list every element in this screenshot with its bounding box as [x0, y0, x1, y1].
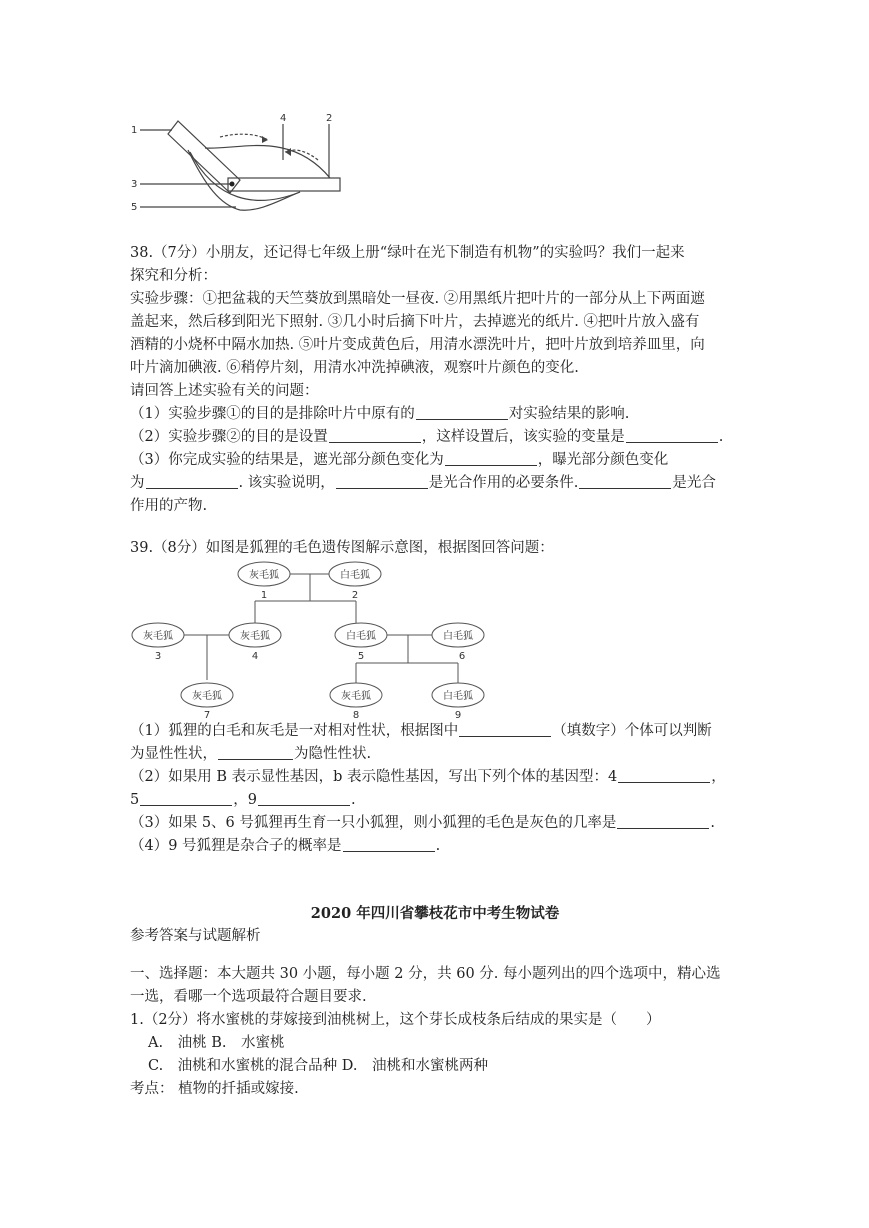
q38-part-3b: 为 . 该实验说明， 是光合作用的必要条件. 是光合 — [130, 475, 716, 491]
node-label-3: 3 — [154, 651, 162, 662]
node-1: 灰毛狐 — [249, 570, 279, 581]
node-label-5: 5 — [357, 651, 365, 662]
answer-blank[interactable] — [329, 428, 421, 443]
q39-part-1: （1）狐狸的白毛和灰毛是一对相对性状，根据图中 （填数字）个体可以判断 — [130, 723, 712, 739]
q38-part-3: （3）你完成实验的结果是，遮光部分颜色变化为 ，曝光部分颜色变化 — [130, 452, 669, 468]
node-7: 灰毛狐 — [192, 691, 222, 702]
answer-blank[interactable] — [258, 791, 350, 806]
answer-blank[interactable] — [336, 474, 428, 489]
q39-title: 39.（8分）如图是狐狸的毛色遗传图解示意图，根据图回答问题： — [130, 540, 554, 556]
section-1-desc: 一、选择题：本大题共 30 小题，每小题 2 分，共 60 分. 每小题列出的四个选项中，精心选 — [130, 966, 721, 982]
node-3: 灰毛狐 — [143, 631, 173, 642]
fig-label-4: 4 — [280, 113, 287, 124]
answer-heading: 2020 年四川省攀枝花市中考生物试卷 — [310, 905, 560, 922]
fig-label-3: 3 — [131, 179, 138, 190]
q39-part-2: （2）如果用 B 表示显性基因，b 表示隐性基因，写出下列个体的基因型：4 ， — [130, 769, 726, 785]
answer-blank[interactable] — [140, 791, 232, 806]
option-a-b: A. 油桃 B. 水蜜桃 — [148, 1035, 285, 1051]
answer-blank[interactable] — [218, 745, 293, 760]
node-label-2: 2 — [351, 590, 359, 601]
q38-steps-2: 盖起来，然后移到阳光下照射. ③几小时后摘下叶片，去掉遮光的纸片. ④把叶片放入盛有 — [130, 314, 700, 330]
node-label-9: 9 — [454, 710, 462, 718]
answer-blank[interactable] — [445, 451, 537, 466]
fig-label-1: 1 — [131, 125, 138, 136]
fig-label-5: 5 — [131, 202, 138, 213]
question-38 — [130, 242, 740, 518]
node-label-4: 4 — [251, 651, 259, 662]
node-5: 白毛狐 — [346, 631, 376, 642]
question-39 — [130, 537, 740, 560]
node-label-6: 6 — [458, 651, 466, 662]
question-39-parts — [130, 720, 740, 858]
answer-blank[interactable] — [617, 814, 709, 829]
q38-steps-3: 酒精的小烧杯中隔水加热. ⑤叶片变成黄色后，用清水漂洗叶片，把叶片放到培养皿里，向 — [130, 337, 705, 353]
node-2: 白毛狐 — [340, 570, 370, 581]
answer-section — [130, 902, 740, 1101]
question-1: 1.（2分）将水蜜桃的芽嫁接到油桃树上，这个芽长成枝条后结成的果实是（ ） — [130, 1012, 661, 1028]
q39-part-2b: 5 ，9 . — [130, 792, 356, 808]
node-6: 白毛狐 — [443, 631, 473, 642]
q38-title2: 探究和分析： — [130, 268, 217, 284]
fig-label-2: 2 — [326, 113, 333, 124]
node-9: 白毛狐 — [443, 691, 473, 702]
answer-blank[interactable] — [618, 768, 710, 783]
q39-part-3: （3）如果 5、6 号狐狸再生育一只小狐狸，则小狐狸的毛色是灰色的几率是 . — [130, 815, 716, 831]
answer-blank[interactable] — [459, 722, 551, 737]
leaf-experiment-figure — [0, 0, 869, 230]
option-c-d: C. 油桃和水蜜桃的混合品种 D. 油桃和水蜜桃两种 — [148, 1058, 489, 1074]
q38-part-2: （2）实验步骤②的目的是设置 ，这样设置后，该实验的变量是 . — [130, 429, 724, 445]
q39-part-1b: 为显性性状， 为隐性性状. — [130, 746, 372, 762]
q38-steps-1: 实验步骤：①把盆栽的天竺葵放到黑暗处一昼夜. ②用黑纸片把叶片的一部分从上下两面遮 — [130, 291, 705, 307]
node-4: 灰毛狐 — [240, 631, 270, 642]
answer-blank[interactable] — [626, 428, 718, 443]
node-label-8: 8 — [352, 710, 360, 718]
knowledge-point: 考点： 植物的扦插或嫁接. — [130, 1081, 299, 1097]
q38-steps-4: 叶片滴加碘液. ⑥稍停片刻，用清水冲洗掉碘液，观察叶片颜色的变化. — [130, 360, 579, 376]
node-8: 灰毛狐 — [341, 691, 371, 702]
fox-pedigree-diagram — [0, 558, 869, 718]
answer-blank[interactable] — [343, 837, 435, 852]
q38-part-1: （1）实验步骤①的目的是排除叶片中原有的 对实验结果的影响. — [130, 406, 630, 422]
q38-part-3c: 作用的产物. — [130, 498, 208, 514]
q38-prompt: 请回答上述实验有关的问题： — [130, 383, 319, 399]
node-label-1: 1 — [260, 590, 268, 601]
answer-blank[interactable] — [579, 474, 671, 489]
answer-subheading: 参考答案与试题解析 — [130, 928, 261, 944]
q38-title: 38.（7分）小朋友，还记得七年级上册“绿叶在光下制造有机物”的实验吗？我们一起来 — [130, 245, 685, 261]
answer-blank[interactable] — [416, 405, 508, 420]
section-1-desc-2: 一选，看哪一个选项最符合题目要求. — [130, 989, 367, 1005]
node-label-7: 7 — [203, 710, 211, 718]
answer-blank[interactable] — [146, 474, 238, 489]
q39-part-4: （4）9 号狐狸是杂合子的概率是 . — [130, 838, 441, 854]
